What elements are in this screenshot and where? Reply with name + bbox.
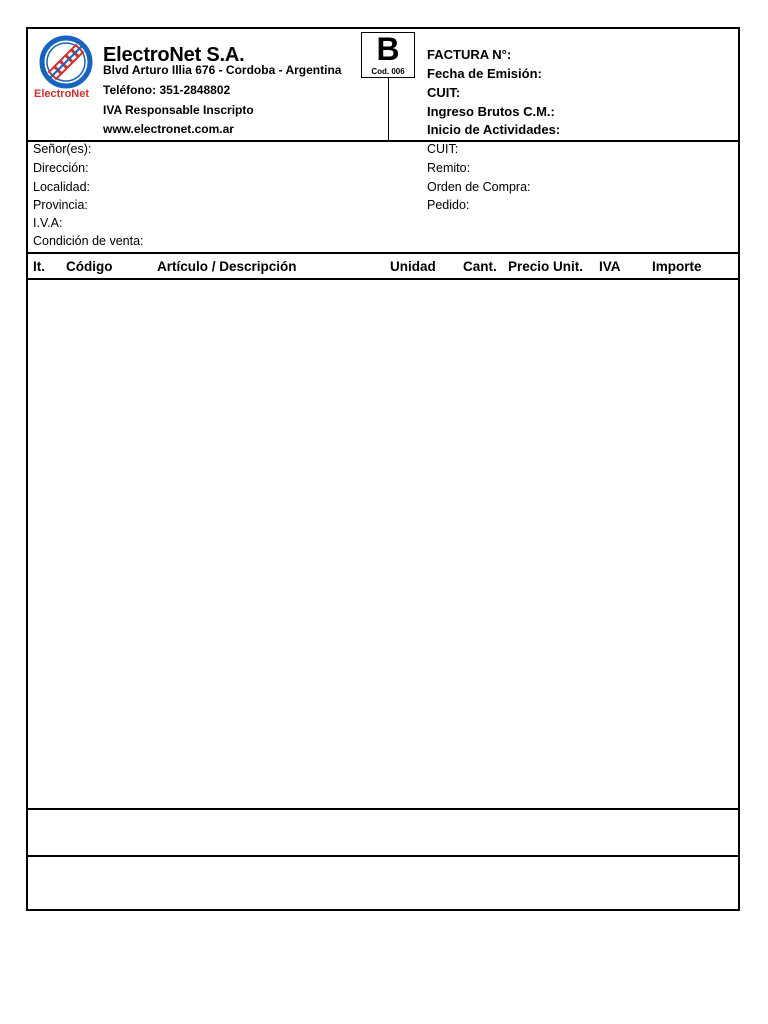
customer-name-label: Señor(es): bbox=[33, 142, 92, 156]
logo-caption: ElectroNet bbox=[34, 88, 90, 100]
invoice-number-label: FACTURA N°: bbox=[427, 47, 512, 62]
items-area[interactable] bbox=[28, 280, 738, 808]
activity-start-label: Inicio de Actividades: bbox=[427, 122, 561, 137]
delivery-note-label: Remito: bbox=[427, 161, 471, 175]
company-address: Blvd Arturo Illia 676 - Cordoba - Argentina bbox=[103, 63, 342, 77]
customer-separator bbox=[26, 252, 740, 254]
customer-cuit-label: CUIT: bbox=[427, 142, 459, 156]
company-phone: Teléfono: 351-2848802 bbox=[103, 83, 231, 97]
company-website[interactable]: www.electronet.com.ar bbox=[103, 122, 234, 136]
sale-condition-label: Condición de venta: bbox=[33, 234, 144, 248]
column-quantity: Cant. bbox=[463, 259, 497, 274]
column-item: It. bbox=[33, 259, 45, 274]
footer-area bbox=[28, 857, 738, 909]
issue-date-label: Fecha de Emisión: bbox=[427, 66, 542, 81]
customer-city-label: Localidad: bbox=[33, 180, 90, 194]
company-name: ElectroNet S.A. bbox=[103, 44, 245, 66]
invoice-type-box bbox=[361, 32, 415, 78]
gross-income-label: Ingreso Brutos C.M.: bbox=[427, 104, 555, 119]
customer-address-label: Dirección: bbox=[33, 161, 89, 175]
invoice-code: Cod. 006 bbox=[371, 67, 405, 76]
customer-iva-label: I.V.A: bbox=[33, 216, 63, 230]
column-code: Código bbox=[66, 259, 113, 274]
cuit-label: CUIT: bbox=[427, 85, 461, 100]
column-amount: Importe bbox=[652, 259, 702, 274]
purchase-order-label: Orden de Compra: bbox=[427, 180, 531, 194]
header-divider bbox=[388, 78, 389, 141]
order-label: Pedido: bbox=[427, 198, 470, 212]
column-iva: IVA bbox=[599, 259, 621, 274]
column-description: Artículo / Descripción bbox=[157, 259, 297, 274]
company-logo bbox=[36, 35, 96, 89]
invoice-letter: B bbox=[376, 31, 400, 67]
company-tax-status: IVA Responsable Inscripto bbox=[103, 103, 254, 117]
header-separator bbox=[26, 140, 740, 142]
column-unit-price: Precio Unit. bbox=[508, 259, 584, 274]
column-unit: Unidad bbox=[390, 259, 436, 274]
electronet-logo-icon bbox=[36, 35, 96, 89]
totals-area bbox=[28, 810, 738, 855]
customer-province-label: Provincia: bbox=[33, 198, 88, 212]
